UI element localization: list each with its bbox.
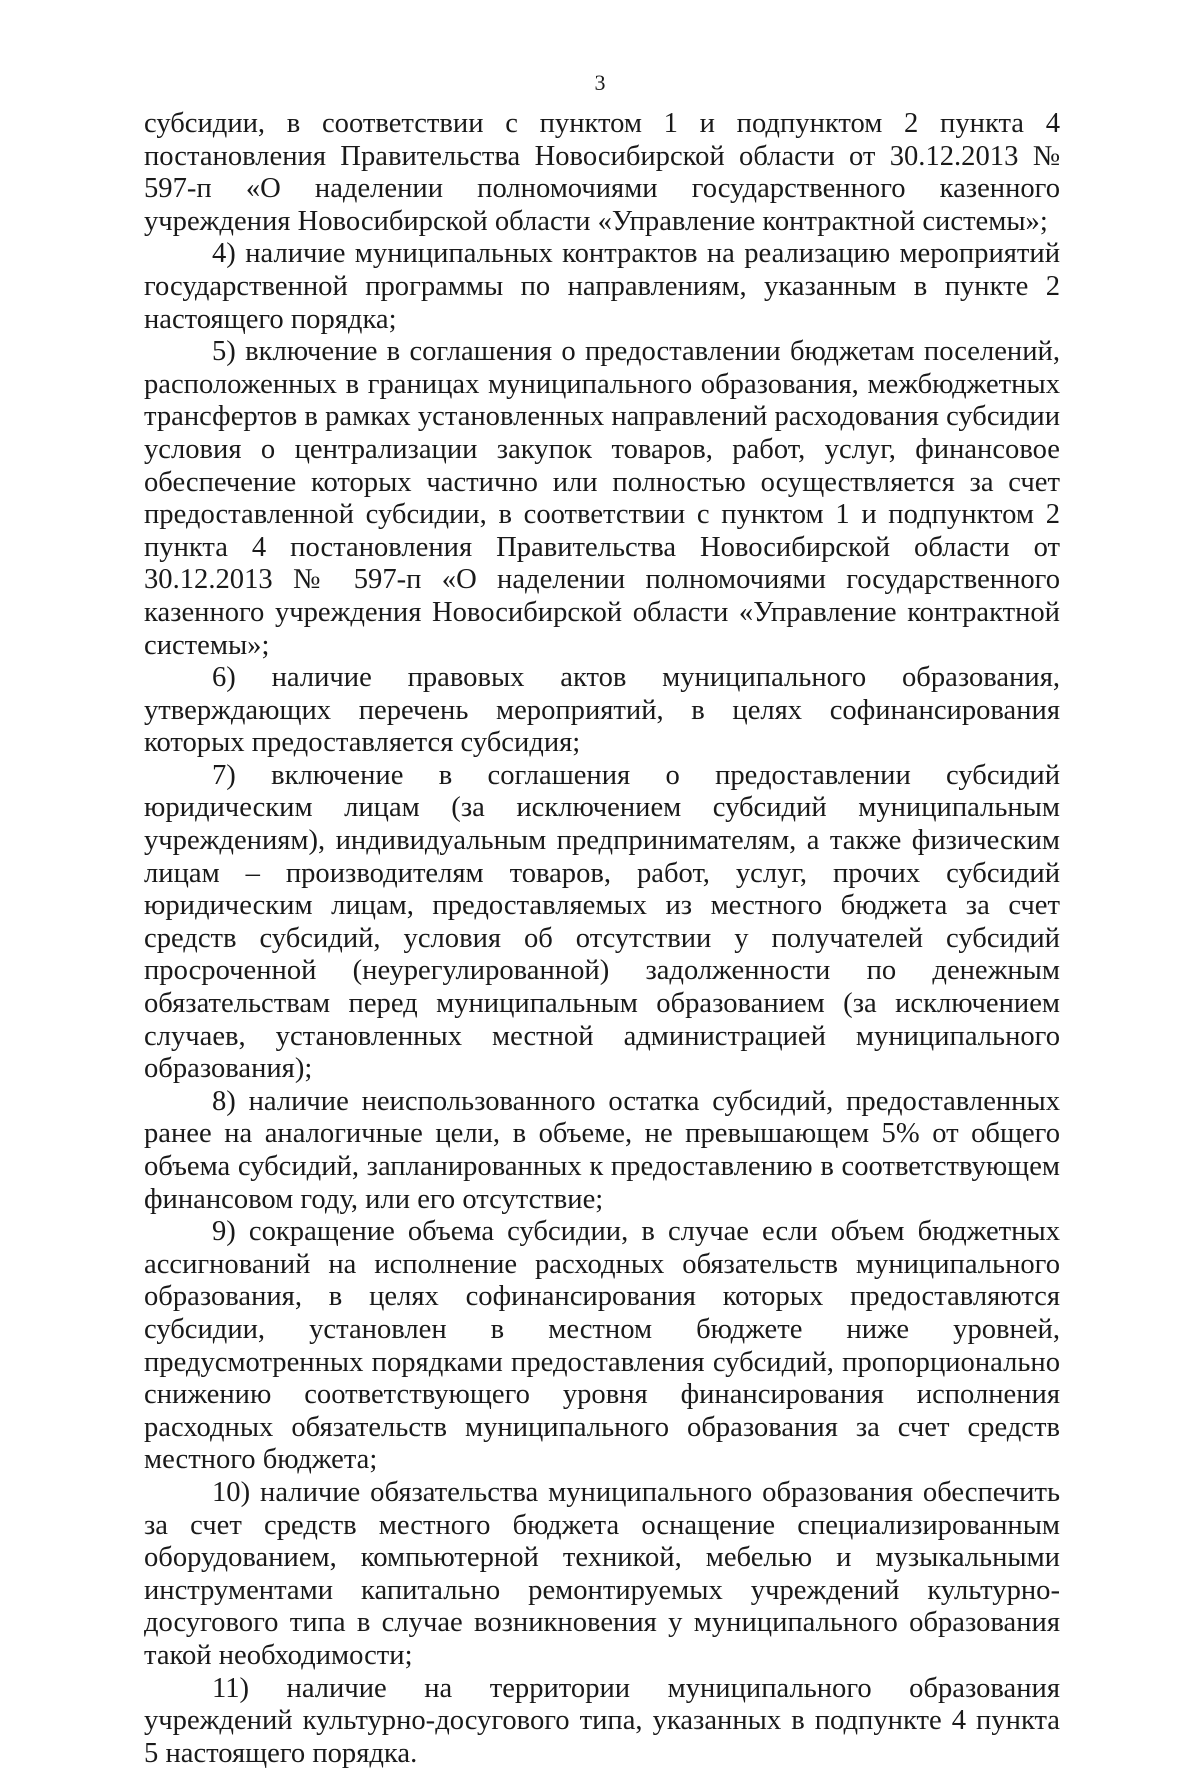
list-item-4: 4) наличие муниципальных контрактов на реализацию мероприятий государственной программы по направлениям, указанным в пункте 2 настоящего порядка; bbox=[144, 238, 1060, 336]
list-item-5: 5) включение в соглашения о предоставлении бюджетам поселений, расположенных в границах муниципального образования, межбюджетных трансфертов в рамках установленных направлений расходования субсидии условия о централизации закупок товаров, работ, услуг, финансовое обеспечение которых частично или полностью осуществляется за счет предоставленной субсидии, в соответствии с пунктом 1 и подпунктом 2 пункта 4 постановления Правительства Новосибирской области от 30.12.2013 № 597-п «О наделении полномочиями государственного казенного учреждения Новосибирской области «Управление контрактной системы»; bbox=[144, 336, 1060, 662]
list-item-11: 11) наличие на территории муниципального образования учреждений культурно-досугового типа, указанных в подпункте 4 пункта 5 настоящего порядка. bbox=[144, 1673, 1060, 1770]
list-item-9: 9) сокращение объема субсидии, в случае если объем бюджетных ассигнований на исполнение расходных обязательств муниципального образования, в целях софинансирования которых предоставляются субсидии, установлен в местном бюджете ниже уровней, предусмотренных порядками предоставления субсидий, пропорционально снижению соответствующего уровня финансирования исполнения расходных обязательств муниципального образования за счет средств местного бюджета; bbox=[144, 1216, 1060, 1477]
document-body bbox=[144, 108, 1060, 1770]
page-number: 3 bbox=[0, 70, 1200, 96]
list-item-10: 10) наличие обязательства муниципального образования обеспечить за счет средств местного бюджета оснащение специализированным оборудованием, компьютерной техникой, мебелью и музыкальными инструментами капитально ремонтируемых учреждений культурно-досугового типа в случае возникновения у муниципального образования такой необходимости; bbox=[144, 1477, 1060, 1673]
list-item-7: 7) включение в соглашения о предоставлении субсидий юридическим лицам (за исключением субсидий муниципальным учреждениям), индивидуальным предпринимателям, а также физическим лицам – производителям товаров, работ, услуг, прочих субсидий юридическим лицам, предоставляемых из местного бюджета за счет средств субсидий, условия об отсутствии у получателей субсидий просроченной (неурегулированной) задолженности по денежным обязательствам перед муниципальным образованием (за исключением случаев, установленных местной администрацией муниципального образования); bbox=[144, 760, 1060, 1086]
list-item-6: 6) наличие правовых актов муниципального образования, утверждающих перечень мероприятий, в целях софинансирования которых предоставляется субсидия; bbox=[144, 662, 1060, 760]
paragraph-continuation: субсидии, в соответствии с пунктом 1 и подпунктом 2 пункта 4 постановления Правительства Новосибирской области от 30.12.2013 № 597-п «О наделении полномочиями государственного казенного учреждения Новосибирской области «Управление контрактной системы»; bbox=[144, 108, 1060, 238]
list-item-8: 8) наличие неиспользованного остатка субсидий, предоставленных ранее на аналогичные цели, в объеме, не превышающем 5% от общего объема субсидий, запланированных к предоставлению в соответствующем финансовом году, или его отсутствие; bbox=[144, 1086, 1060, 1216]
